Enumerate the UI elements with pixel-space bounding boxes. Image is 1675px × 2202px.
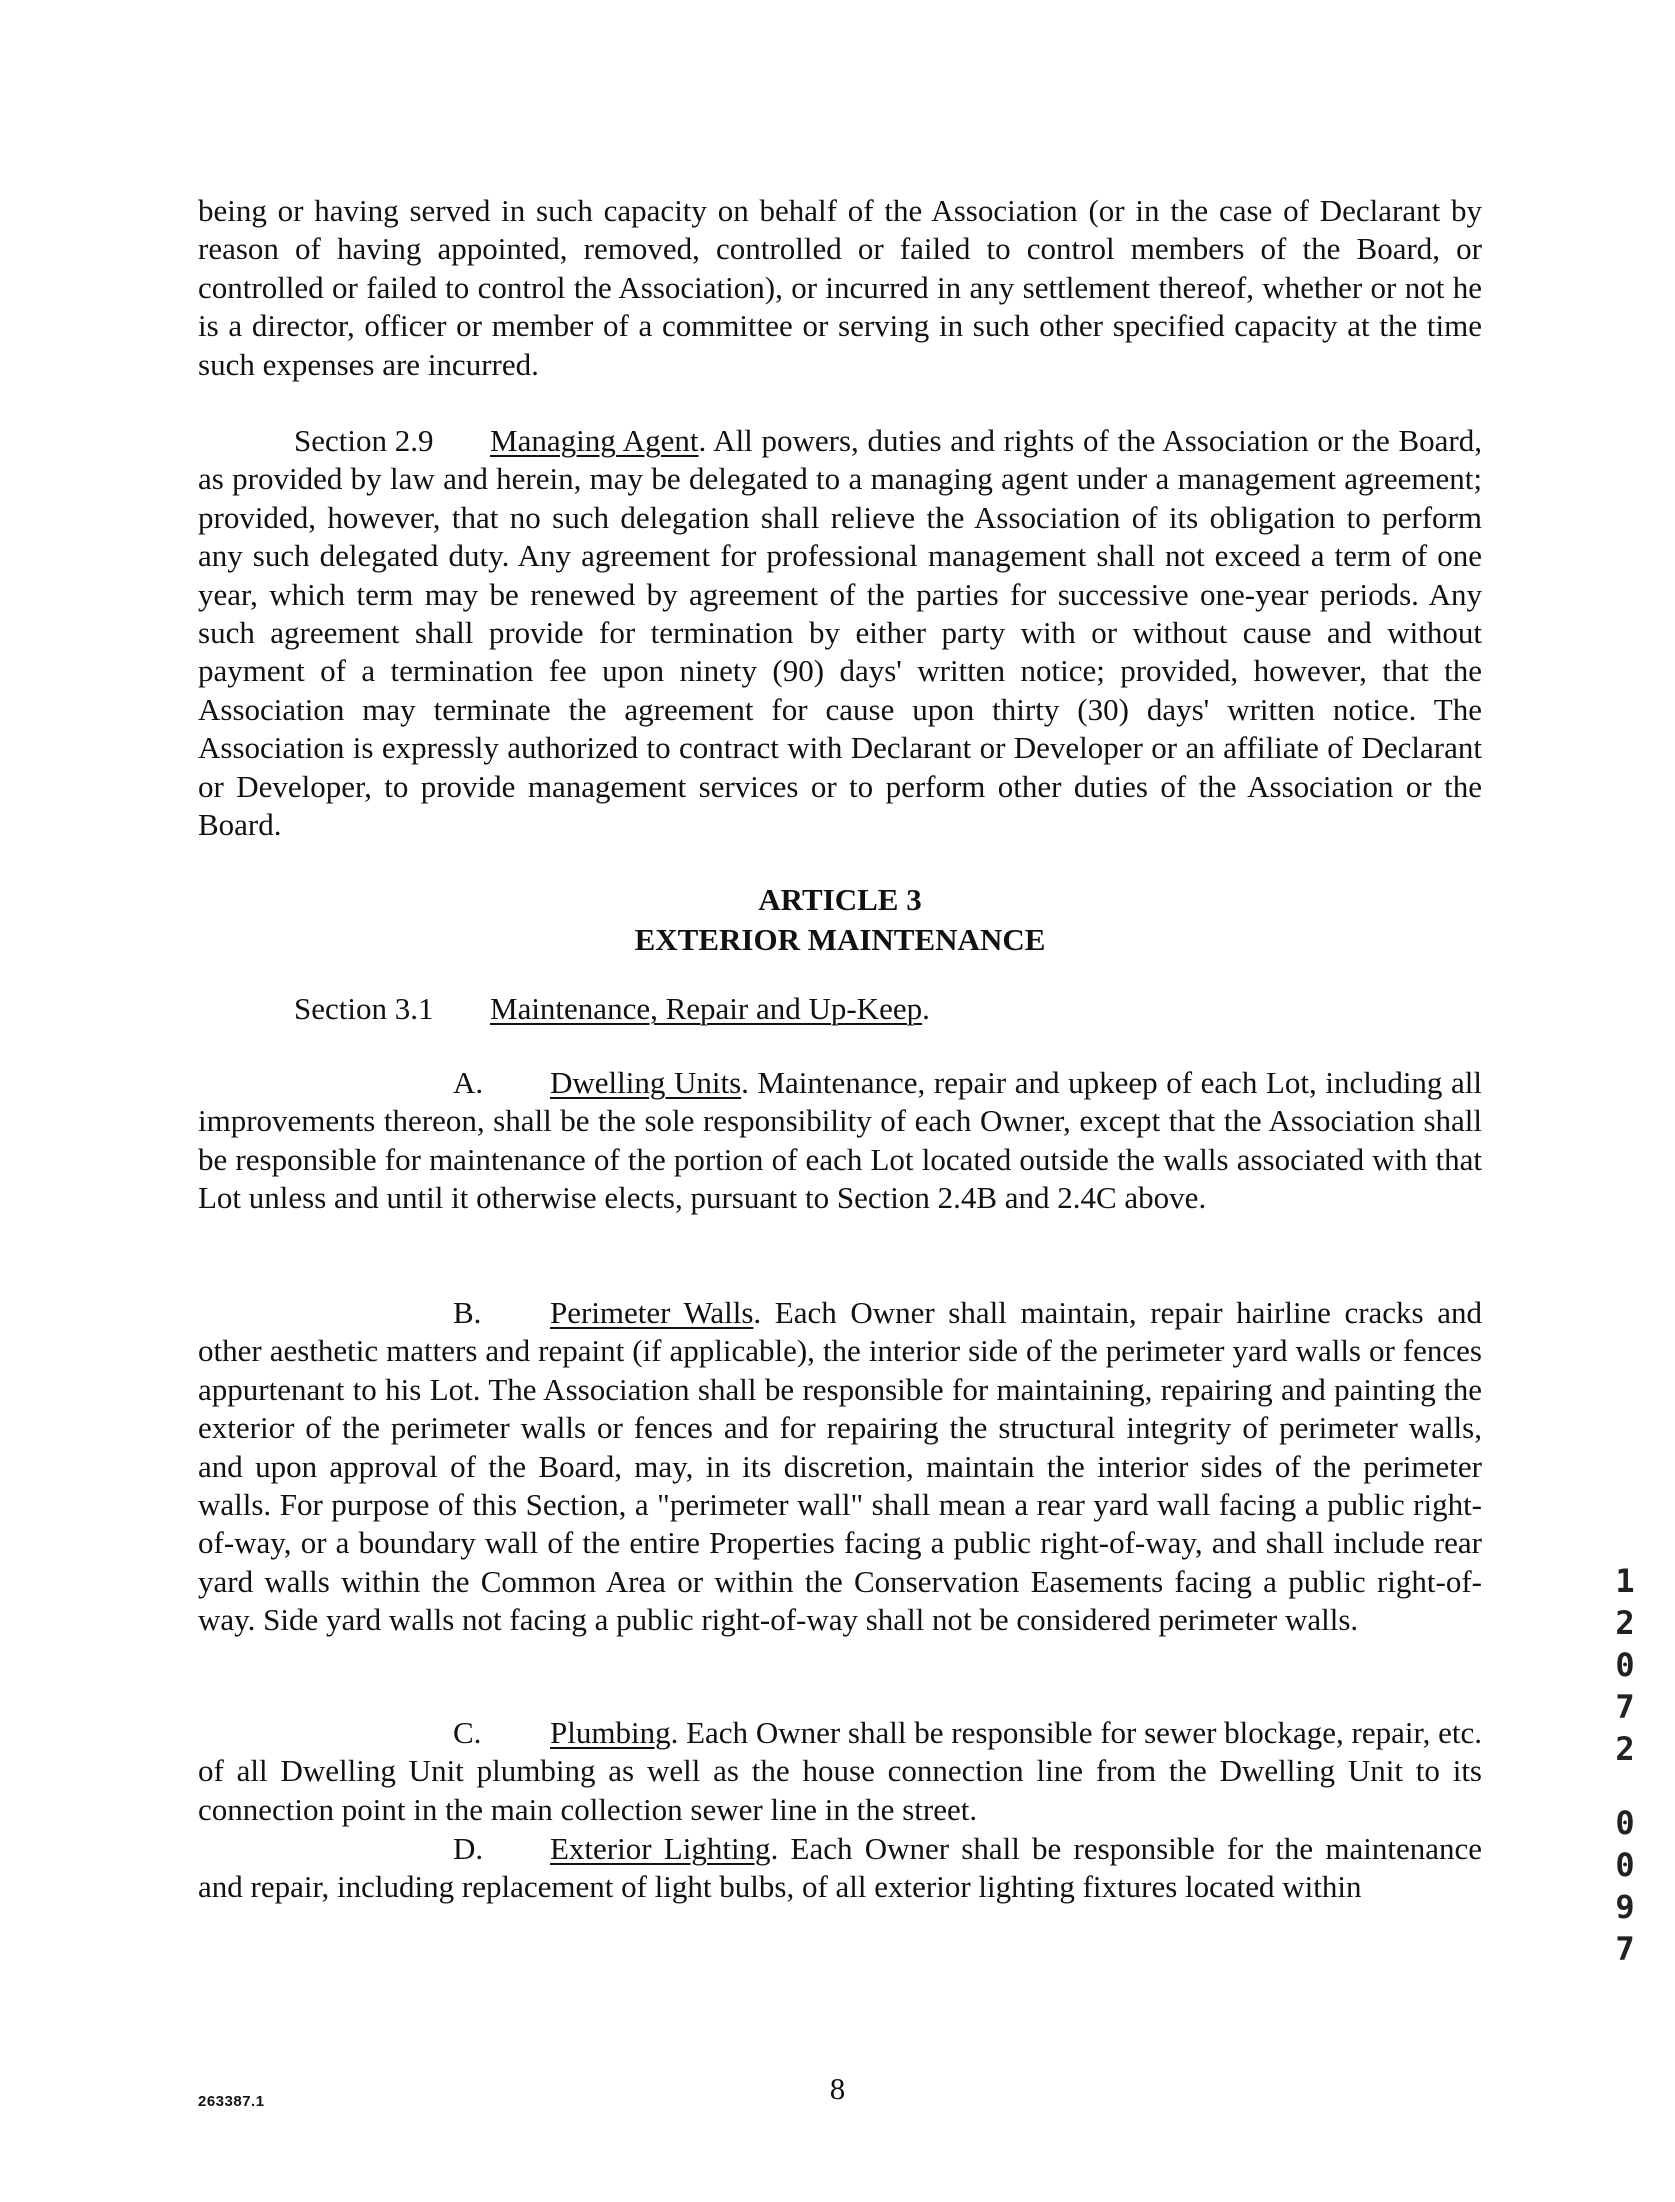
item-letter: B.: [453, 1295, 482, 1330]
stamp-digit: 7: [1615, 1688, 1635, 1726]
item-letter: D.: [453, 1831, 484, 1866]
stamp-digit: 9: [1615, 1888, 1635, 1926]
item-body: . Each Owner shall maintain, repair hairline cracks and other aesthetic matters and repaint (if applicable), the interior side of the perimeter yard walls or fences appurtenant to his Lot. The Association shall be responsible for maintaining, repairing and painting the exterior of the perimeter walls or fences and for repairing the structural integrity of perimeter walls, and upon approval of the Board, may, in its discretion, maintain the interior sides of the perimeter walls. For purpose of this Section, a "perimeter wall" shall mean a rear yard wall facing a public right-of-way, or a boundary wall of the entire Properties facing a public right-of-way, and shall include rear yard walls within the Common Area or within the Conservation Easements facing a public right-of-way. Side yard walls not facing a public right-of-way shall not be considered perimeter walls.: [198, 1295, 1482, 1638]
continuation-text: being or having served in such capacity on behalf of the Association (or in the case of Declarant by reason of having appointed, removed, controlled or failed to control members of the Board, or controlled or failed to control the Association), or incurred in any settlement thereof, whether or not he is a director, officer or member of a committee or serving in such other specified capacity at the time such expenses are incurred.: [198, 193, 1482, 382]
item-d-exterior-lighting: [198, 1830, 1482, 1907]
section-2-9: [198, 422, 1482, 844]
continuation-paragraph: [198, 192, 1482, 384]
item-body: . Maintenance, repair and upkeep of each Lot, including all improvements thereon, shall be the sole responsibility of each Owner, except that the Association shall be responsible for maintenance of the portion of each Lot located outside the walls associated with that Lot unless and until it otherwise elects, pursuant to Section 2.4B and 2.4C above.: [198, 1065, 1482, 1216]
section-label: Section 2.9: [294, 423, 434, 458]
item-c-plumbing: [198, 1714, 1482, 1829]
section-title: Maintenance, Repair and Up-Keep: [490, 991, 923, 1026]
stamp-digit: 0: [1615, 1846, 1635, 1884]
section-body: . All powers, duties and rights of the Association or the Board, as provided by law and herein, may be delegated to a managing agent under a management agreement; provided, however, that no such delegation shall relieve the Association of its obligation to perform any such delegated duty. Any agreement for professional management shall not exceed a term of one year, which term may be renewed by agreement of the parties for successive one-year periods. Any such agreement shall provide for termination by either party with or without cause and without payment of a termination fee upon ninety (90) days' written notice; provided, however, that the Association may terminate the agreement for cause upon thirty (30) days' written notice. The Association is expressly authorized to contract with Declarant or Developer or an affiliate of Declarant or Developer, to provide management services or to perform other duties of the Association or the Board.: [198, 423, 1483, 843]
item-body: . Each Owner shall be responsible for the maintenance and repair, including replacement of light bulbs, of all exterior lighting fixtures located within: [198, 1831, 1483, 1905]
item-body: . Each Owner shall be responsible for sewer blockage, repair, etc. of all Dwelling Unit plumbing as well as the house connection line from the Dwelling Unit to its connection point in the main collection sewer line in the street.: [198, 1715, 1482, 1827]
stamp-digit: 7: [1615, 1930, 1635, 1968]
item-title: Plumbing: [550, 1715, 671, 1750]
document-id: 263387.1: [198, 2093, 265, 2110]
article-number: ARTICLE 3: [758, 882, 922, 917]
item-title: Perimeter Walls: [550, 1295, 754, 1330]
page-number: 8: [829, 2071, 846, 2106]
section-label: Section 3.1: [294, 991, 434, 1026]
section-title: Managing Agent: [490, 423, 699, 458]
stamp-digit: 0: [1615, 1804, 1635, 1842]
stamp-digit: 1: [1615, 1562, 1635, 1600]
article-title: EXTERIOR MAINTENANCE: [634, 922, 1046, 957]
item-b-perimeter-walls: [198, 1294, 1482, 1640]
stamp-digit: 2: [1615, 1604, 1635, 1642]
stamp-digit: 0: [1615, 1646, 1635, 1684]
item-a-dwelling-units: [198, 1064, 1482, 1218]
item-title: Dwelling Units: [550, 1065, 742, 1100]
section-3-1: [294, 990, 930, 1028]
margin-stamp: [1610, 1560, 1640, 1970]
item-letter: A.: [453, 1065, 484, 1100]
item-letter: C.: [453, 1715, 482, 1750]
section-title-end: .: [922, 991, 930, 1026]
item-title: Exterior Lighting: [550, 1831, 771, 1866]
stamp-digit: 2: [1615, 1730, 1635, 1768]
